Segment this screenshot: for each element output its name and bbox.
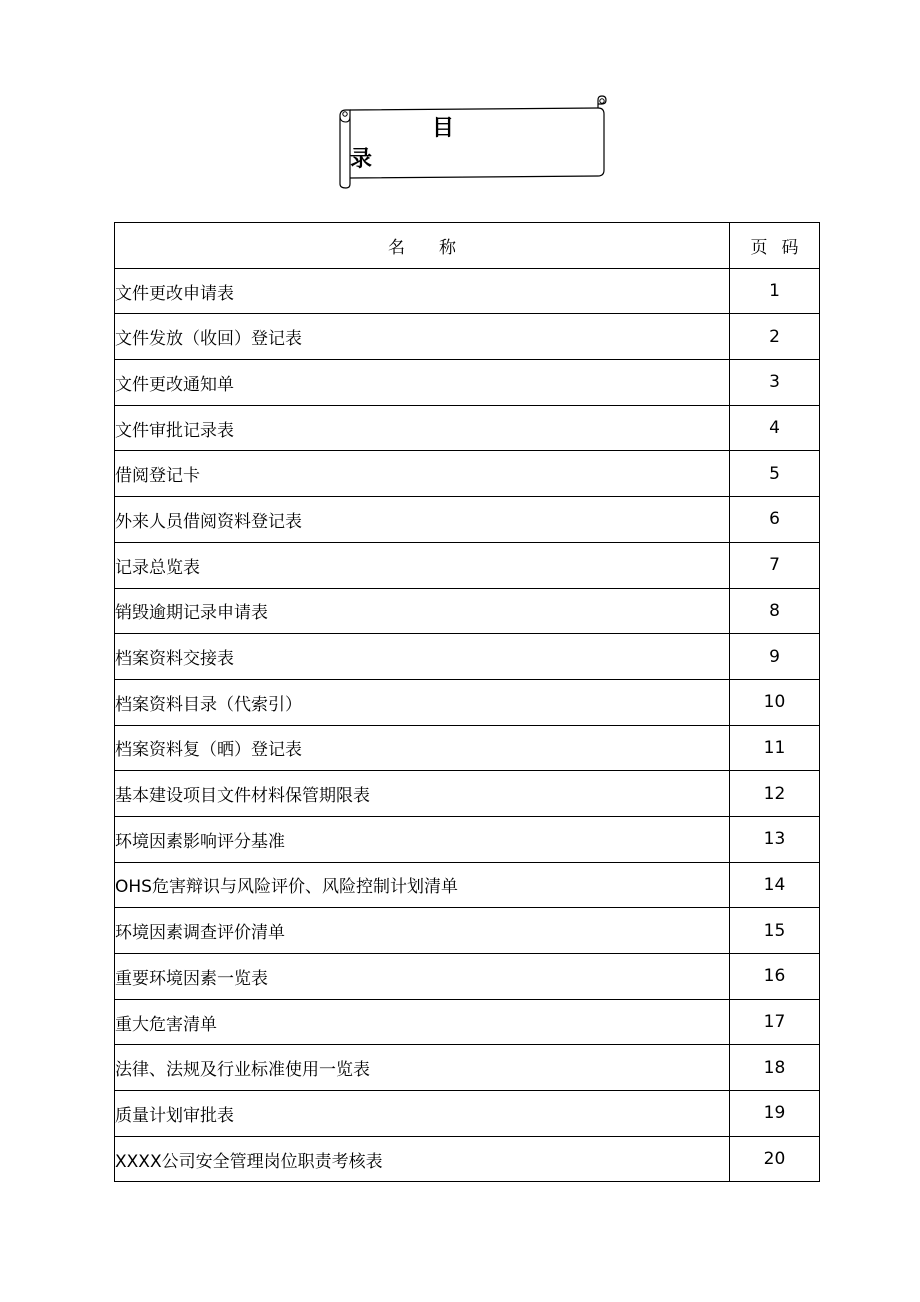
entry-name: 环境因素调查评价清单 xyxy=(115,908,730,954)
entry-page: 19 xyxy=(730,1091,820,1137)
table-row xyxy=(115,1045,820,1091)
entry-page: 17 xyxy=(730,999,820,1045)
entry-page: 1 xyxy=(730,268,820,314)
entry-name: 文件发放（收回）登记表 xyxy=(115,314,730,360)
table-row xyxy=(115,542,820,588)
entry-page: 20 xyxy=(730,1136,820,1182)
entry-name: 质量计划审批表 xyxy=(115,1091,730,1137)
page-title: 目 录 xyxy=(350,116,537,172)
column-header-page: 页码 xyxy=(730,223,820,269)
entry-page: 5 xyxy=(730,451,820,497)
table-row xyxy=(115,954,820,1000)
entry-name: 环境因素影响评分基准 xyxy=(115,816,730,862)
entry-name: 法律、法规及行业标准使用一览表 xyxy=(115,1045,730,1091)
table-row xyxy=(115,771,820,817)
entry-name: 档案资料交接表 xyxy=(115,634,730,680)
entry-page: 9 xyxy=(730,634,820,680)
entry-page: 2 xyxy=(730,314,820,360)
entry-name: XXXX公司安全管理岗位职责考核表 xyxy=(115,1136,730,1182)
table-row xyxy=(115,908,820,954)
table-row xyxy=(115,679,820,725)
entry-name: 借阅登记卡 xyxy=(115,451,730,497)
table-row xyxy=(115,862,820,908)
table-row xyxy=(115,360,820,406)
entry-name: 基本建设项目文件材料保管期限表 xyxy=(115,771,730,817)
table-row xyxy=(115,725,820,771)
entry-page: 7 xyxy=(730,542,820,588)
entry-name: 重要环境因素一览表 xyxy=(115,954,730,1000)
table-row xyxy=(115,634,820,680)
entry-name: 文件更改通知单 xyxy=(115,360,730,406)
entry-page: 13 xyxy=(730,816,820,862)
contents-table xyxy=(114,222,820,1182)
entry-page: 4 xyxy=(730,405,820,451)
entry-page: 10 xyxy=(730,679,820,725)
table-row xyxy=(115,314,820,360)
entry-page: 14 xyxy=(730,862,820,908)
table-row xyxy=(115,816,820,862)
entry-name: 外来人员借阅资料登记表 xyxy=(115,497,730,543)
entry-name: 文件更改申请表 xyxy=(115,268,730,314)
entry-page: 12 xyxy=(730,771,820,817)
table-row xyxy=(115,268,820,314)
entry-name: 文件审批记录表 xyxy=(115,405,730,451)
entry-page: 8 xyxy=(730,588,820,634)
entry-page: 6 xyxy=(730,497,820,543)
entry-name: 重大危害清单 xyxy=(115,999,730,1045)
entry-page: 15 xyxy=(730,908,820,954)
entry-name: OHS危害辩识与风险评价、风险控制计划清单 xyxy=(115,862,730,908)
table-row xyxy=(115,497,820,543)
entry-name: 记录总览表 xyxy=(115,542,730,588)
table-row xyxy=(115,451,820,497)
table-row xyxy=(115,588,820,634)
table-header-row xyxy=(115,223,820,269)
title-scroll-banner xyxy=(336,94,610,192)
entry-page: 11 xyxy=(730,725,820,771)
entry-name: 档案资料目录（代索引） xyxy=(115,679,730,725)
column-header-name: 名称 xyxy=(115,223,730,269)
table-row xyxy=(115,999,820,1045)
entry-name: 档案资料复（晒）登记表 xyxy=(115,725,730,771)
entry-name: 销毁逾期记录申请表 xyxy=(115,588,730,634)
entry-page: 16 xyxy=(730,954,820,1000)
table-row xyxy=(115,1136,820,1182)
table-row xyxy=(115,405,820,451)
table-row xyxy=(115,1091,820,1137)
entry-page: 3 xyxy=(730,360,820,406)
entry-page: 18 xyxy=(730,1045,820,1091)
